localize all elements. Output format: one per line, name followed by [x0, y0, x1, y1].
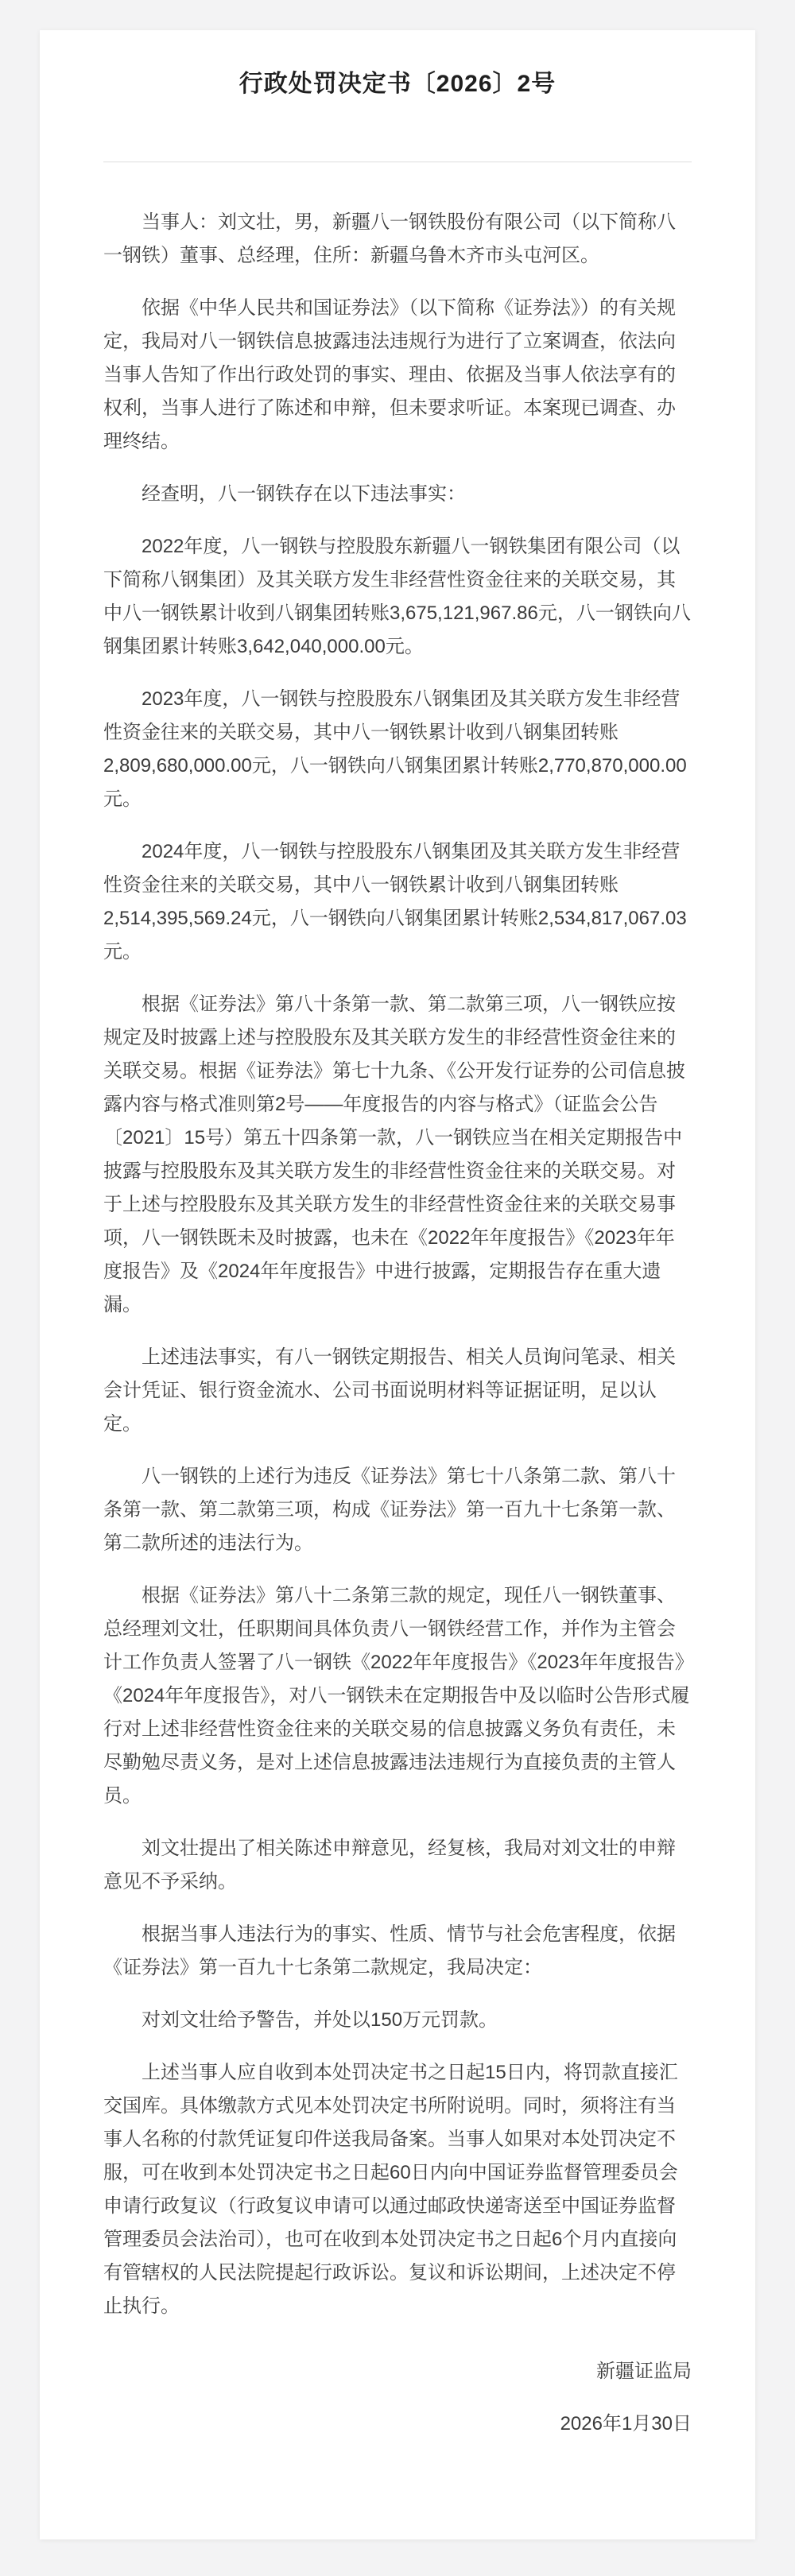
facts-intro-paragraph: 经查明，八一钢铁存在以下违法事实：	[142, 483, 466, 505]
title-divider	[103, 161, 692, 162]
decision-intro-paragraph: 根据当事人违法行为的事实、性质、情节与社会危害程度，依据《证券法》第一百九十七条第二款规定，我局决定：	[103, 1923, 676, 1978]
penalty-paragraph: 对刘文壮给予警告，并处以150万元罚款。	[142, 2009, 498, 2031]
facts-2022-paragraph: 2022年度，八一钢铁与控股股东新疆八一钢铁集团有限公司（以下简称八钢集团）及其关联方发生非经营性资金往来的关联交易，其中八一钢铁累计收到八钢集团转账3,675,121,967.86元，八一钢铁向八钢集团累计转账3,642,040,000.00元。	[103, 536, 691, 657]
disclosure-rules-paragraph: 根据《证券法》第八十条第一款、第二款第三项，八一钢铁应按规定及时披露上述与控股股东及其关联方发生的非经营性资金往来的关联交易。根据《证券法》第七十九条、《公开发行证券的公司信息披露内容与格式准则第2号——年度报告的内容与格式》（证监会公告〔2021〕15号）第五十四条第一款，八一钢铁应当在相关定期报告中披露与控股股东及其关联方发生的非经营性资金往来的关联交易。对于上述与控股股东及其关联方发生的非经营性资金往来的关联交易事项，八一钢铁既未及时披露，也未在《2022年年度报告》《2023年年度报告》及《2024年年度报告》中进行披露，定期报告存在重大遗漏。	[103, 994, 685, 1315]
defense-rejection-paragraph: 刘文壮提出了相关陈述申辩意见，经复核，我局对刘文壮的申辩意见不予采纳。	[103, 1838, 676, 1892]
investigation-paragraph: 依据《中华人民共和国证券法》（以下简称《证券法》）的有关规定，我局对八一钢铁信息披露违法违规行为进行了立案调查，依法向当事人告知了作出行政处罚的事实、理由、依据及当事人依法享有的权利，当事人进行了陈述和申辩，但未要求听证。本案现已调查、办理终结。	[103, 297, 676, 452]
facts-2024-paragraph: 2024年度，八一钢铁与控股股东八钢集团及其关联方发生非经营性资金往来的关联交易，其中八一钢铁累计收到八钢集团转账2,514,395,569.24元，八一钢铁向八钢集团累计转账2,534,817,067.03元。	[103, 841, 687, 963]
party-paragraph: 当事人：刘文壮，男，新疆八一钢铁股份有限公司（以下简称八一钢铁）董事、总经理，住所：新疆乌鲁木齐市头屯河区。	[103, 211, 676, 266]
document-body	[103, 206, 692, 2323]
document-title: 行政处罚决定书〔2026〕2号	[238, 71, 556, 97]
violation-paragraph: 八一钢铁的上述行为违反《证券法》第七十八条第二款、第八十条第一款、第二款第三项，构成《证券法》第一百九十七条第一款、第二款所述的违法行为。	[103, 1466, 676, 1554]
facts-2023-paragraph: 2023年度，八一钢铁与控股股东八钢集团及其关联方发生非经营性资金往来的关联交易，其中八一钢铁累计收到八钢集团转账2,809,680,000.00元，八一钢铁向八钢集团累计转账2,770,870,000.00元。	[103, 688, 687, 810]
issuing-authority: 新疆证监局	[596, 2361, 692, 2382]
evidence-paragraph: 上述违法事实，有八一钢铁定期报告、相关人员询问笔录、相关会计凭证、银行资金流水、公司书面说明材料等证据证明，足以认定。	[103, 1346, 676, 1435]
penalty-decision-document	[40, 30, 755, 2539]
responsibility-paragraph: 根据《证券法》第八十二条第三款的规定，现任八一钢铁董事、总经理刘文壮，任职期间具体负责八一钢铁经营工作，并作为主管会计工作负责人签署了八一钢铁《2022年年度报告》《2023年年度报告》《2024年年度报告》，对八一钢铁未在定期报告中及以临时公告形式履行对上述非经营性资金往来的关联交易的信息披露义务负有责任，未尽勤勉尽责义务，是对上述信息披露违法违规行为直接负责的主管人员。	[103, 1585, 690, 1807]
payment-appeal-paragraph: 上述当事人应自收到本处罚决定书之日起15日内，将罚款直接汇交国库。具体缴款方式见本处罚决定书所附说明。同时，须将注有当事人名称的付款凭证复印件送我局备案。当事人如果对本处罚决定不服，可在收到本处罚决定书之日起60日内向中国证券监督管理委员会申请行政复议（行政复议申请可以通过邮政快递寄送至中国证券监督管理委员会法治司），也可在收到本处罚决定书之日起6个月内直接向有管辖权的人民法院提起行政诉讼。复议和诉讼期间，上述决定不停止执行。	[103, 2062, 678, 2317]
signature-block	[103, 2355, 692, 2441]
issue-date: 2026年1月30日	[560, 2413, 692, 2435]
